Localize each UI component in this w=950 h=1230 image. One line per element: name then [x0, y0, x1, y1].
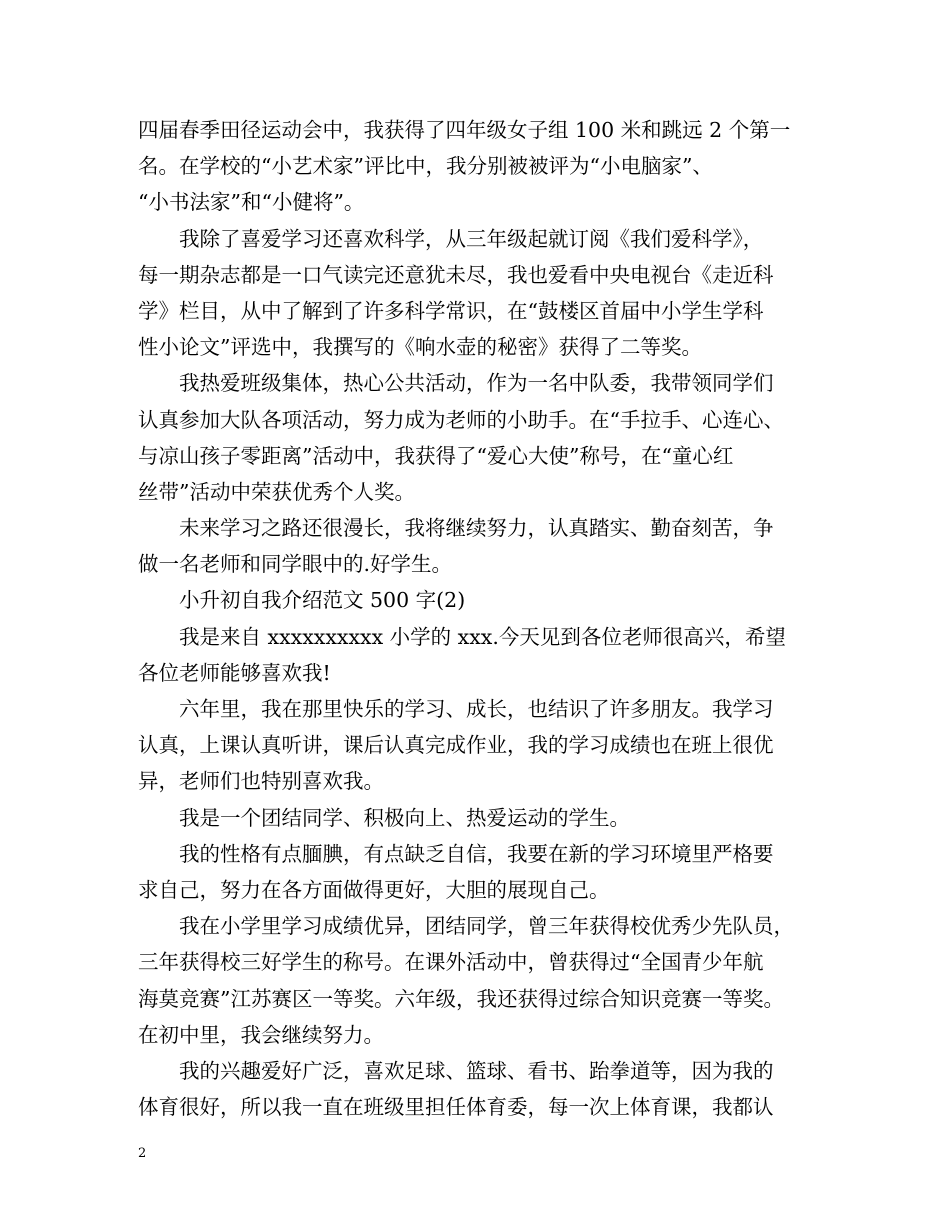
- text-line: 未来学习之路还很漫长，我将继续努力，认真踏实、勤奋刻苦，争: [179, 516, 774, 541]
- text-line: 我是一个团结同学、积极向上、热爱运动的学生。: [179, 805, 630, 830]
- text-line: 我的性格有点腼腆，有点缺乏自信，我要在新的学习环境里严格要: [179, 841, 774, 866]
- text-line: 三年获得校三好学生的称号。在课外活动中，曾获得过“全国青少年航: [138, 950, 764, 975]
- text-line: 四届春季田径运动会中，我获得了四年级女子组 100 米和跳远 2 个第一: [138, 118, 791, 142]
- text-line: 求自己，努力在各方面做得更好，大胆的展现自己。: [138, 877, 610, 902]
- text-line: 我的兴趣爱好广泛，喜欢足球、篮球、看书、跆拳道等，因为我的: [179, 1058, 774, 1083]
- document-body: [138, 112, 820, 1125]
- text-line: 名。在学校的“小艺术家”评比中，我分别被被评为“小电脑家”、: [138, 154, 713, 179]
- page-number: 2: [138, 1146, 147, 1161]
- text-line: 性小论文”评选中，我撰写的《响水壶的秘密》获得了二等奖。: [138, 335, 702, 360]
- text-line: 异，老师们也特别喜欢我。: [138, 769, 384, 794]
- text-line: 丝带”活动中荣获优秀个人奖。: [138, 479, 415, 504]
- text-line: 六年里，我在那里快乐的学习、成长，也结识了许多朋友。我学习: [179, 697, 774, 721]
- text-line: 我是来自 xxxxxxxxxx 小学的 xxx.今天见到各位老师很高兴，希望: [179, 624, 786, 649]
- text-line: 海莫竞赛”江苏赛区一等奖。六年级，我还获得过综合知识竞赛一等奖。: [138, 986, 784, 1011]
- text-line: 我热爱班级集体，热心公共活动，作为一名中队委，我带领同学们: [179, 371, 774, 396]
- text-line: 认真，上课认真听讲，课后认真完成作业，我的学习成绩也在班上很优: [138, 733, 774, 758]
- text-line: 我除了喜爱学习还喜欢科学，从三年级起就订阅《我们爱科学》，: [179, 226, 764, 251]
- text-line: 认真参加大队各项活动，努力成为老师的小助手。在“手拉手、心连心、: [138, 407, 784, 432]
- text-line: 体育很好，所以我一直在班级里担任体育委，每一次上体育课，我都认: [138, 1095, 774, 1120]
- text-line: 做一名老师和同学眼中的.好学生。: [138, 552, 453, 577]
- text-line: 与凉山孩子零距离”活动中，我获得了“爱心大使”称号，在“童心红: [138, 443, 734, 468]
- text-line: “小书法家”和“小健将”。: [138, 190, 365, 215]
- text-line: 各位老师能够喜欢我!: [138, 660, 331, 685]
- text-line: 小升初自我介绍范文 500 字(2): [179, 588, 466, 613]
- text-line: 我在小学里学习成绩优异，团结同学，曾三年获得校优秀少先队员，: [179, 914, 794, 939]
- text-line: 学》栏目，从中了解到了许多科学常识，在“鼓楼区首届中小学生学科: [138, 298, 764, 323]
- text-line: 每一期杂志都是一口气读完还意犹未尽，我也爱看中央电视台《走近科: [138, 262, 774, 287]
- text-line: 在初中里，我会继续努力。: [138, 1022, 384, 1047]
